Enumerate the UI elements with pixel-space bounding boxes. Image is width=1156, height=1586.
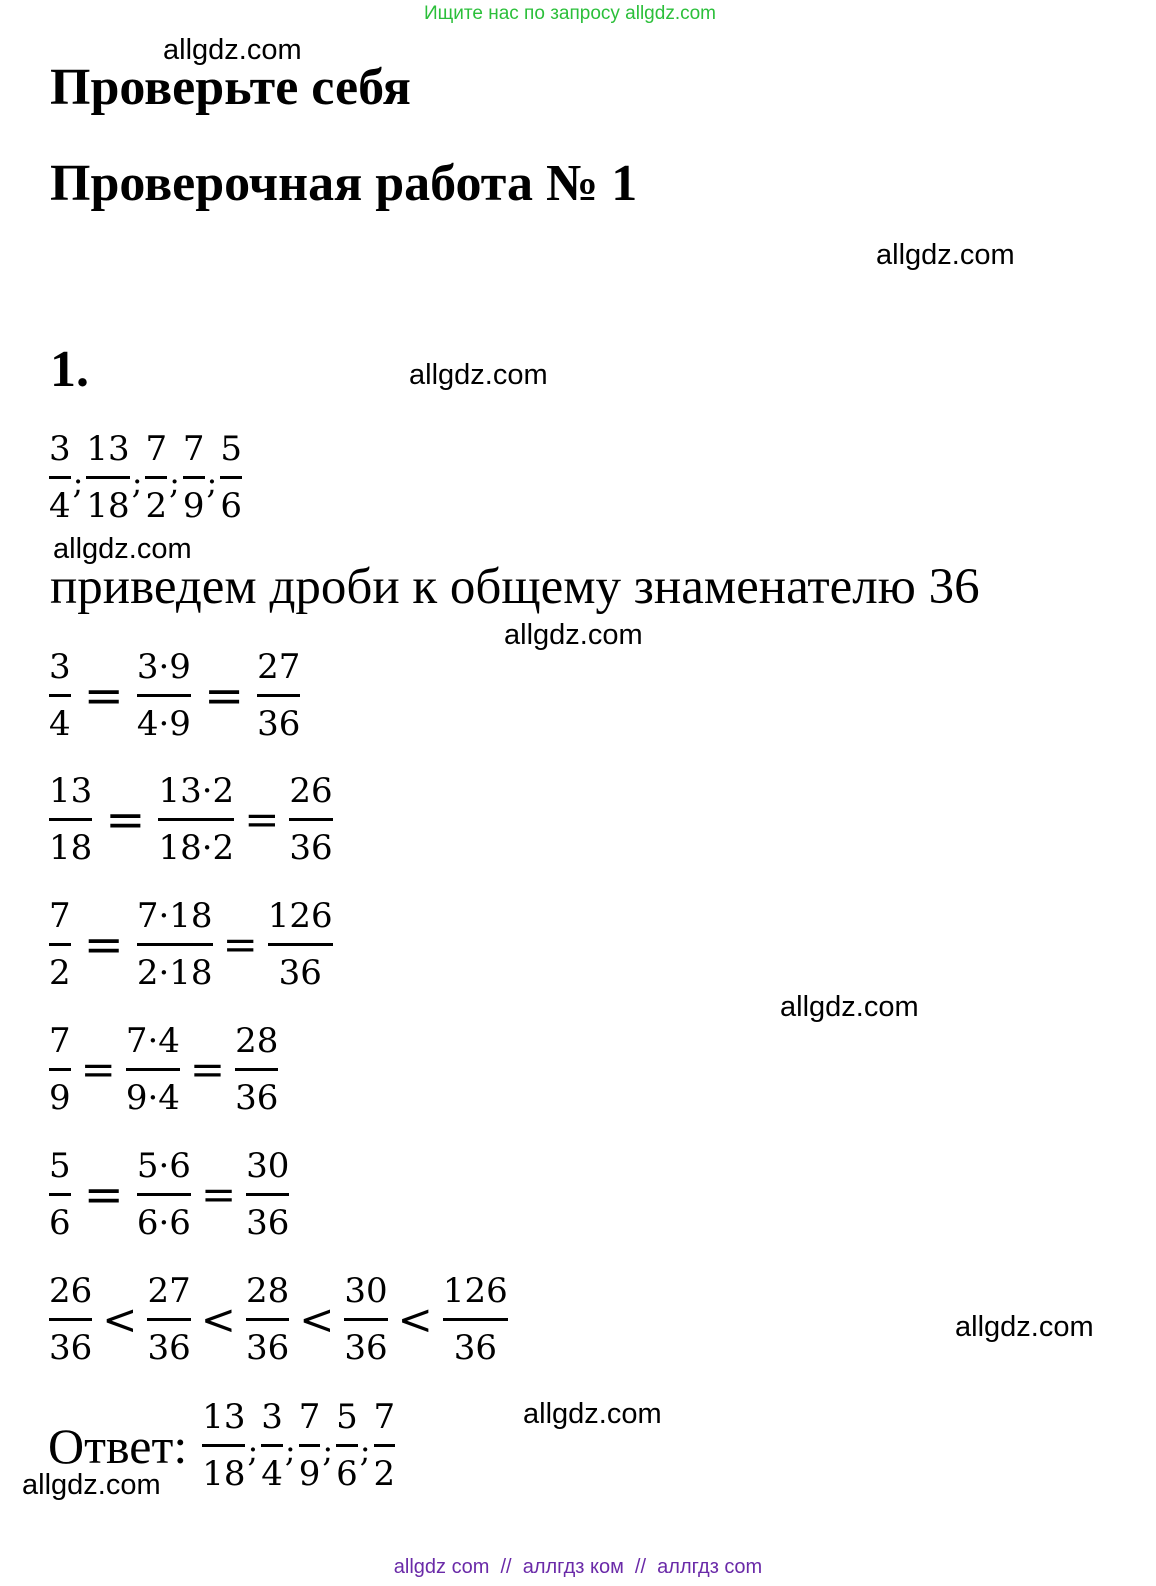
- numerator: 27: [147, 1271, 191, 1311]
- answer-fractions: [201, 1397, 396, 1494]
- denominator: 4: [261, 1454, 283, 1494]
- numerator: 7·18: [136, 896, 213, 936]
- denominator: 36: [235, 1078, 279, 1118]
- fraction: [373, 1397, 397, 1494]
- separator: ;: [247, 1430, 259, 1469]
- fraction: [136, 647, 192, 744]
- watermark-text: allgdz.com: [780, 991, 919, 1023]
- numerator: 30: [246, 1146, 290, 1186]
- denominator: 36: [278, 953, 322, 993]
- equals-sign: =: [244, 794, 280, 844]
- separator: ;: [284, 1430, 296, 1469]
- numerator: 5·6: [136, 1146, 191, 1186]
- numerator: 13: [49, 771, 93, 811]
- separator: ;: [169, 462, 180, 501]
- numerator: 3: [261, 1397, 283, 1437]
- conversion-row: [48, 1146, 290, 1243]
- denominator: 2·18: [136, 953, 213, 993]
- separator: ;: [206, 462, 218, 501]
- denominator: 18: [49, 828, 93, 868]
- denominator: 9: [182, 486, 205, 526]
- numerator: 7·4: [125, 1021, 180, 1061]
- equals-sign: =: [83, 916, 124, 973]
- numerator: 28: [235, 1021, 279, 1061]
- fraction: [125, 1021, 181, 1118]
- less-than-sign: <: [299, 1294, 335, 1344]
- denominator: 36: [257, 704, 301, 744]
- numerator: 126: [442, 1271, 508, 1311]
- denominator: 2: [49, 953, 71, 993]
- fraction: [442, 1271, 509, 1368]
- denominator: 36: [245, 1328, 290, 1368]
- watermark-text: allgdz.com: [876, 239, 1015, 271]
- equals-sign: =: [189, 1044, 226, 1094]
- numerator: 26: [49, 1271, 93, 1311]
- denominator: 36: [49, 1328, 93, 1368]
- footer-links: allgdz com // аллгдз ком // аллгдз com: [393, 1556, 763, 1578]
- comparison-row: [48, 1271, 509, 1368]
- section-title: Проверьте себя: [50, 59, 411, 116]
- separator: ;: [131, 462, 143, 501]
- separator: ;: [359, 1430, 371, 1469]
- numerator: 3: [49, 429, 71, 469]
- denominator: 2: [373, 1454, 396, 1494]
- numerator: 7: [145, 429, 168, 469]
- equals-sign: =: [83, 1166, 124, 1223]
- numerator: 7: [373, 1397, 396, 1437]
- work-title: Проверочная работа № 1: [50, 155, 638, 212]
- numerator: 5: [336, 1397, 358, 1437]
- denominator: 6·6: [136, 1203, 191, 1243]
- denominator: 9: [49, 1078, 71, 1118]
- denominator: 6: [220, 486, 242, 526]
- denominator: 4: [49, 486, 71, 526]
- denominator: 2: [145, 486, 168, 526]
- fraction: [182, 429, 206, 526]
- denominator: 9·4: [125, 1078, 180, 1118]
- numerator: 28: [245, 1271, 290, 1311]
- numerator: 7: [182, 429, 205, 469]
- numerator: 5: [49, 1146, 71, 1186]
- equals-sign: =: [203, 667, 245, 724]
- numerator: 26: [289, 771, 333, 811]
- denominator: 36: [246, 1203, 290, 1243]
- numerator: 7: [49, 1021, 71, 1061]
- fraction: [219, 429, 243, 526]
- equals-sign: =: [200, 1169, 237, 1219]
- less-than-sign: <: [102, 1294, 138, 1344]
- less-than-sign: <: [397, 1294, 433, 1344]
- numerator: 5: [220, 429, 242, 469]
- denominator: 36: [147, 1328, 191, 1368]
- fraction: [245, 1271, 290, 1368]
- fraction: [234, 1021, 279, 1118]
- denominator: 18: [202, 1454, 246, 1494]
- answer-row: [48, 1397, 396, 1494]
- fraction: [48, 771, 93, 868]
- fraction: [144, 429, 168, 526]
- fraction: [48, 429, 72, 526]
- denominator: 18·2: [158, 828, 235, 868]
- fraction: [48, 647, 72, 744]
- fraction: [267, 896, 334, 993]
- fraction: [245, 1146, 290, 1243]
- numerator: 27: [257, 647, 301, 687]
- fraction: [335, 1397, 359, 1494]
- less-than-sign: <: [200, 1294, 236, 1344]
- fraction: [48, 1146, 72, 1243]
- numerator: 13: [202, 1397, 246, 1437]
- denominator: 18: [86, 486, 130, 526]
- fraction: [298, 1397, 322, 1494]
- numerator: 3: [49, 647, 71, 687]
- fraction: [288, 771, 333, 868]
- denominator: 9: [298, 1454, 321, 1494]
- equals-sign: =: [105, 791, 146, 848]
- conversion-row: [48, 647, 301, 744]
- numerator: 13: [86, 429, 130, 469]
- fraction: [48, 1021, 72, 1118]
- denominator: 6: [49, 1203, 71, 1243]
- watermark-text: allgdz.com: [955, 1311, 1094, 1343]
- promo-banner: Ищите нас по запросу allgdz.com: [423, 3, 716, 24]
- denominator: 6: [336, 1454, 358, 1494]
- watermark-text: allgdz.com: [523, 1398, 662, 1430]
- separator: ;: [72, 462, 84, 501]
- watermark-text: allgdz.com: [504, 619, 643, 651]
- fraction: [343, 1271, 388, 1368]
- denominator: 4: [49, 704, 71, 744]
- fraction: [136, 1146, 192, 1243]
- separator: ;: [322, 1430, 334, 1469]
- numerator: 3·9: [136, 647, 191, 687]
- numerator: 126: [267, 896, 333, 936]
- denominator: 4·9: [136, 704, 191, 744]
- fraction: [201, 1397, 246, 1494]
- fraction: [157, 771, 235, 868]
- fraction: [48, 1271, 93, 1368]
- fraction: [256, 647, 301, 744]
- denominator: 36: [453, 1328, 497, 1368]
- numerator: 30: [344, 1271, 388, 1311]
- given-fractions: [48, 429, 243, 526]
- fraction: [260, 1397, 284, 1494]
- denominator: 36: [344, 1328, 388, 1368]
- watermark-text: allgdz.com: [163, 34, 302, 66]
- numerator: 7: [298, 1397, 321, 1437]
- watermark-text: allgdz.com: [22, 1469, 161, 1501]
- denominator: 36: [289, 828, 333, 868]
- conversion-row: [48, 771, 334, 868]
- conversion-row: [48, 1021, 279, 1118]
- fraction: [146, 1271, 191, 1368]
- equals-sign: =: [222, 919, 258, 969]
- task-number: 1.: [50, 341, 89, 398]
- fraction: [85, 429, 130, 526]
- watermark-text: allgdz.com: [53, 533, 192, 565]
- numerator: 13·2: [158, 771, 235, 811]
- numerator: 7: [49, 896, 71, 936]
- fraction: [48, 896, 72, 993]
- fraction: [136, 896, 214, 993]
- conversion-row: [48, 896, 334, 993]
- watermark-text: allgdz.com: [409, 359, 548, 391]
- explanation-text: приведем дроби к общему знаменателю 36: [50, 559, 980, 615]
- answer-label: Ответ:: [48, 1417, 188, 1474]
- equals-sign: =: [80, 1044, 116, 1094]
- equals-sign: =: [83, 667, 124, 724]
